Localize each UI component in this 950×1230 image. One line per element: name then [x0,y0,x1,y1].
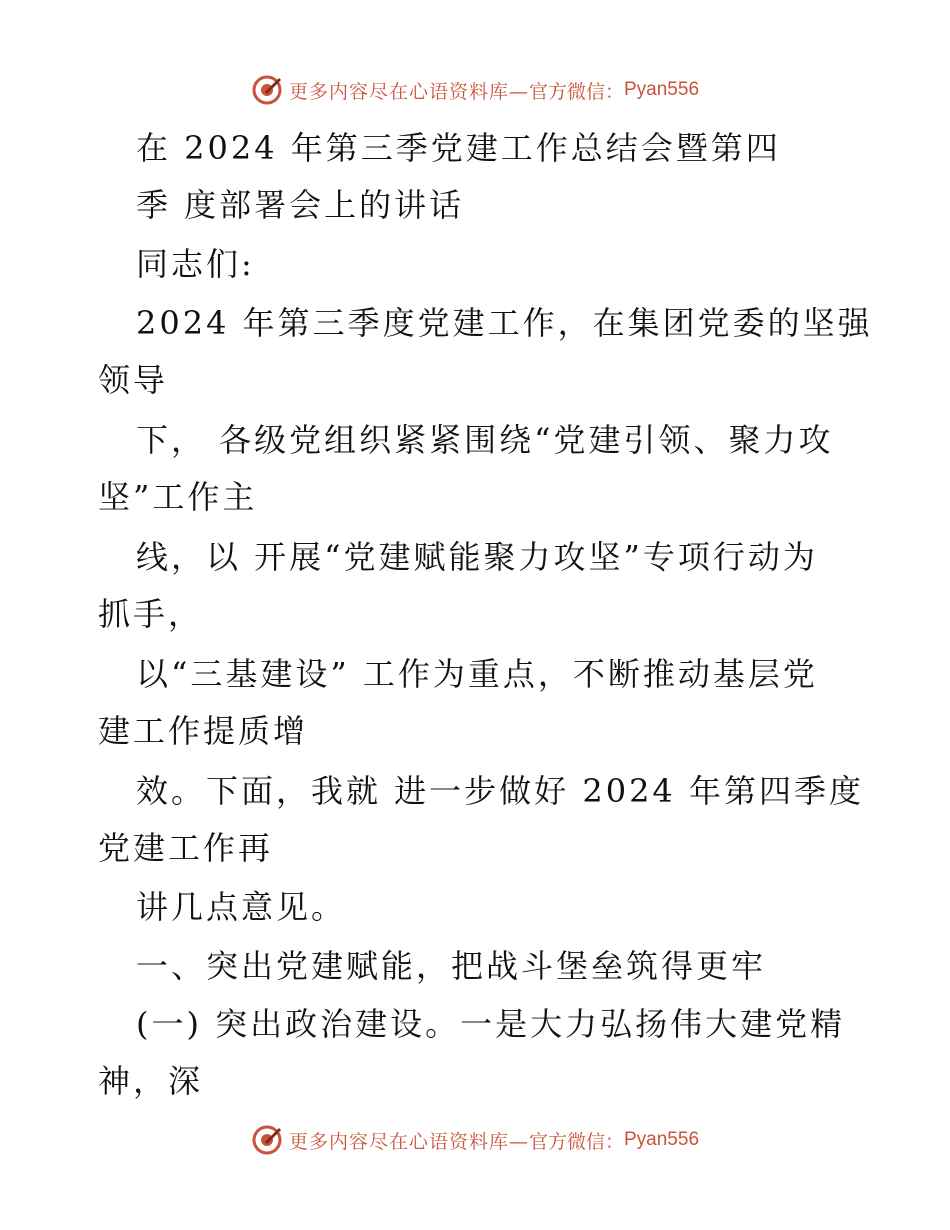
brand-logo-icon [251,1124,283,1156]
body-line: 党建工作再 [98,829,274,867]
body-line: 以“三基建设” 工作为重点，不断推动基层党 [136,655,818,693]
header-banner-wechat: 官方微信： [528,80,624,103]
body-line: 坚”工作主 [98,478,258,516]
body-line: 神，深 [98,1062,204,1100]
body-line: 效。下面，我就 进一步做好 2024 年第四季度 [136,772,864,810]
section-heading: 一、突出党建赋能，把战斗堡垒筑得更牢 [136,947,767,985]
body-line: 抓手， [98,595,204,633]
title-line-2: 季 度部署会上的讲话 [136,186,465,224]
subsection-line: (一) 突出政治建设。一是大力弘扬伟大建党精 [136,1005,846,1043]
footer-watermark [0,1120,950,1160]
brand-logo-icon [251,74,283,106]
footer-banner-text: 更多内容尽在心语资料库— [288,1130,529,1153]
title-line-1: 在 2024 年第三季党建工作总结会暨第四 [136,129,781,167]
footer-banner-id: Pyan556 [624,1129,700,1150]
header-watermark [0,70,950,110]
body-line: 线，以 开展“党建赋能聚力攻坚”专项行动为 [136,538,818,576]
body-line: 2024 年第三季度党建工作，在集团党委的坚强 [136,304,873,342]
body-line: 下， 各级党组织紧紧围绕“党建引领、聚力攻 [136,421,834,459]
footer-banner-wechat: 官方微信： [528,1130,624,1153]
header-banner-text: 更多内容尽在心语资料库— [288,80,529,103]
body-line: 建工作提质增 [98,712,309,750]
header-banner-id: Pyan556 [624,79,700,100]
salutation: 同志们: [136,245,255,283]
body-line: 领导 [98,361,169,399]
body-line: 讲几点意见。 [136,888,347,926]
